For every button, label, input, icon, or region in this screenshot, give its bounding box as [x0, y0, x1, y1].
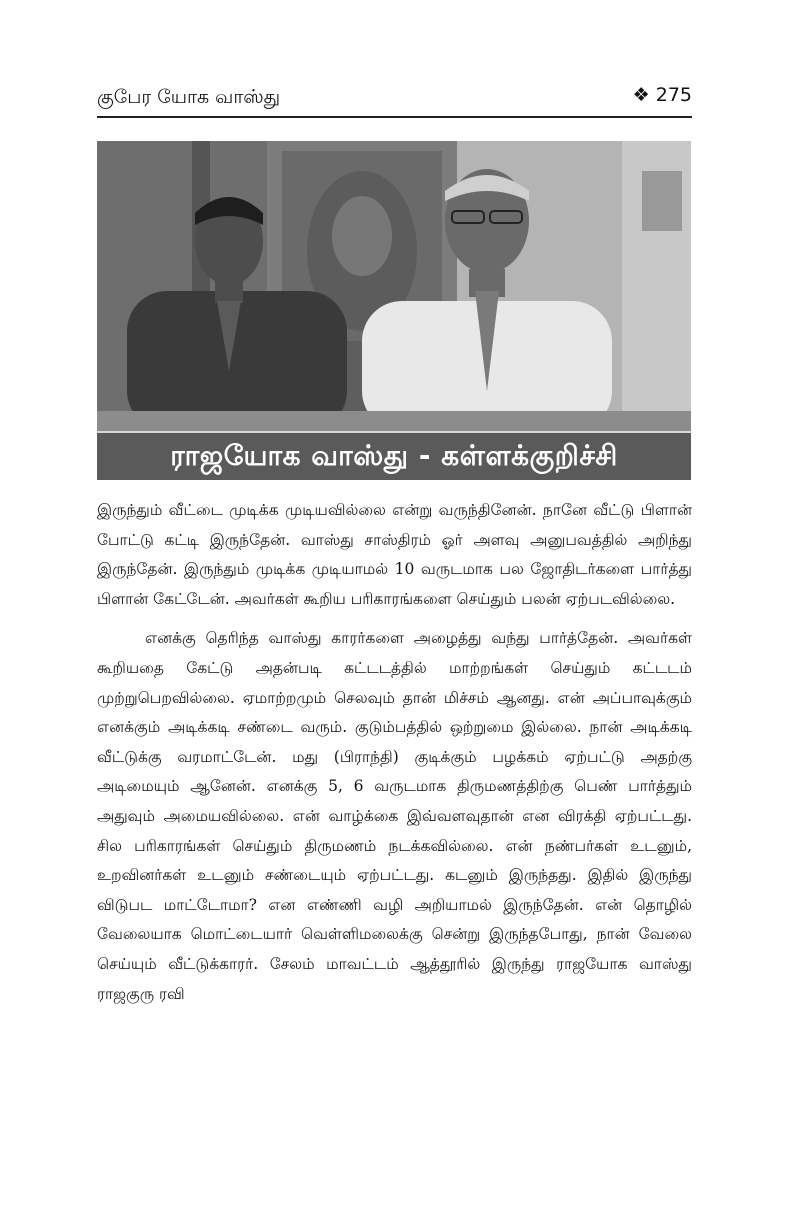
paragraph-1: இருந்தும் வீட்டை முடிக்க முடியவில்லை என்று வருந்தினேன். நானே வீட்டு பிளான் போட்டு கட்டி இருந்தேன். வாஸ்து சாஸ்திரம் ஓர் அளவு அனுபவத்தில் அறிந்து இருந்தேன். இருந்தும் முடிக்க முடியாமல் 10 வருடமாக பல ஜோதிடர்களை பார்த்து பிளான் கேட்டேன். அவர்கள் கூறிய பரிகாரங்களை செய்தும் பலன் ஏற்படவில்லை. — [97, 501, 692, 608]
photo-image — [97, 141, 691, 431]
photo-caption: ராஜயோக வாஸ்து - கள்ளக்குறிச்சி — [170, 439, 618, 472]
body-text — [97, 496, 692, 1009]
paragraph-2: எனக்கு தெரிந்த வாஸ்து காரர்களை அழைத்து வந்து பார்த்தேன். அவர்கள் கூறியதை கேட்டு அதன்படி கட்டடத்தில் மாற்றங்கள் செய்தும் கட்டடம் முற்றுபெறவில்லை. ஏமாற்றமும் செலவும் தான் மிச்சம் ஆனது. என் அப்பாவுக்கும் எனக்கும் அடிக்கடி சண்டை வரும். குடும்பத்தில் ஒற்றுமை இல்லை. நான் அடிக்கடி வீட்டுக்கு வரமாட்டேன். மது (பிராந்தி) குடிக்கும் பழக்கம் ஏற்பட்டு அதற்கு அடிமையும் ஆனேன். எனக்கு 5, 6 வருடமாக திருமணத்திற்கு பெண் பார்த்தும் அதுவும் அமையவில்லை. என் வாழ்க்கை இவ்வளவுதான் என விரக்தி ஏற்பட்டது. சில பரிகாரங்கள் செய்தும் திருமணம் நடக்கவில்லை. என் நண்பர்கள் உடனும், உறவினர்கள் உடனும் சண்டையும் ஏற்பட்டது. கடனும் இருந்தது. இதில் இருந்து விடுபட மாட்டோமா? என எண்ணி வழி அறியாமல் இருந்தேன். என் தொழில் வேலையாக மொட்டையார் வெள்ளிமலைக்கு சென்று இருந்தபோது, நான் வேலை செய்யும் வீட்டுக்காரர். சேலம் மாவட்டம் ஆத்தூரில் இருந்து ராஜயோக வாஸ்து ராஜகுரு ரவி — [97, 629, 692, 1003]
running-header — [97, 82, 692, 118]
photo-caption-bar — [97, 431, 691, 480]
book-title: குபேர யோக வாஸ்து — [97, 86, 281, 108]
photo — [97, 141, 691, 480]
page-number: ❖ 275 — [632, 84, 692, 106]
